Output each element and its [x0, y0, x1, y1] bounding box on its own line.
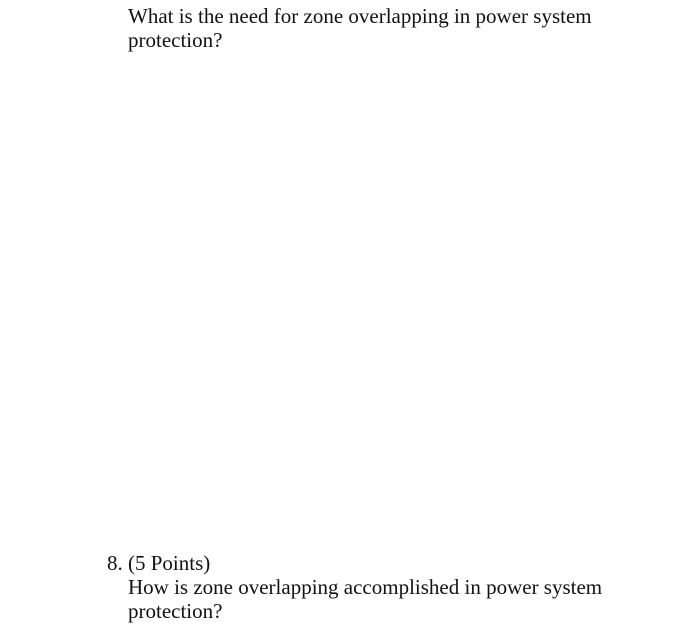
question-8-line-1: How is zone overlapping accomplished in power system [128, 575, 603, 599]
question-8-line-2: protection? [128, 599, 223, 623]
question-7-line-1: What is the need for zone overlapping in power system [128, 4, 592, 28]
question-7 [128, 4, 628, 52]
question-8 [107, 551, 637, 623]
question-8-body [107, 575, 637, 623]
question-8-header: 8. (5 Points) [107, 551, 211, 575]
question-7-line-2: protection? [128, 28, 223, 52]
